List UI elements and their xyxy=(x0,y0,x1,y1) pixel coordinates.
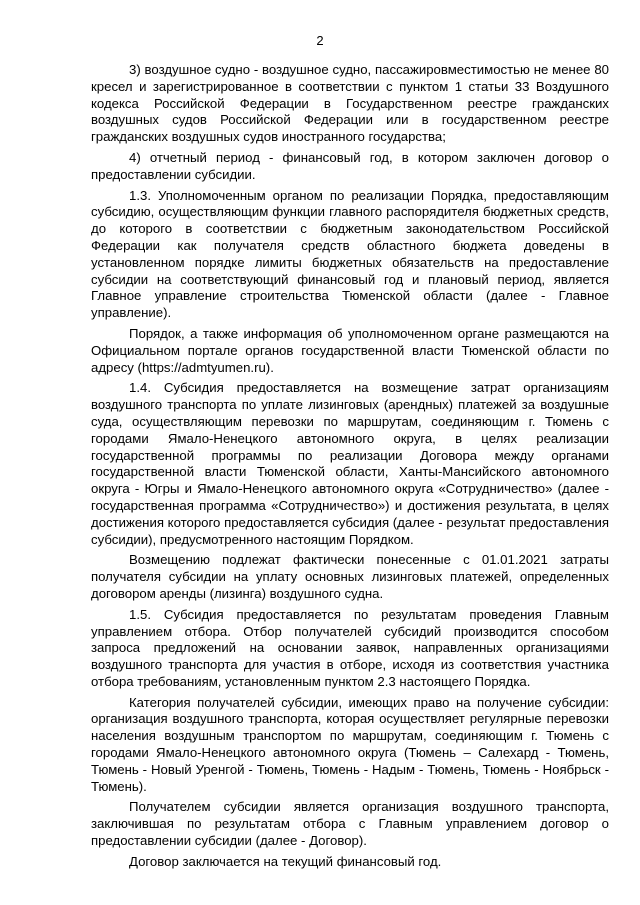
paragraph-reporting-period: 4) отчетный период - финансовый год, в котором заключен договор о предоставлении субсидии. xyxy=(91,149,609,182)
paragraph-recipient-category: Категория получателей субсидии, имеющих право на получение субсидии: организация воздушного транспорта, которая осуществляет регулярные перевозки населения воздушным транспортом по маршрутам, соединяющим г. Тюмень с городами Ямало-Ненецкого автономного округа (Тюмень – Салехард - Тюмень, Тюмень - Новый Уренгой - Тюмень, Тюмень - Надым - Тюмень, Тюмень - Ноябрьск - Тюмень). xyxy=(91,694,609,794)
page-number: 2 xyxy=(316,33,324,48)
paragraph-1-5-selection: 1.5. Субсидия предоставляется по результатам проведения Главным управлением отбора. Отбор получателей субсидий производится способом запроса предложений на основании заявок, направленных организациями воздушного транспорта для участия в отборе, исходя из соответствия участника отбора требованиям, установленным пунктом 2.3 настоящего Порядка. xyxy=(91,606,609,689)
paragraph-aircraft-definition: 3) воздушное судно - воздушное судно, пассажировместимостью не менее 80 кресел и зарегистрированное в соответствии с пунктом 1 статьи 33 Воздушного кодекса Российской Федерации в Государственном реестре гражданских воздушных судов Российской Федерации или в государственном реестре гражданских воздушных судов иностранного государства; xyxy=(91,62,609,145)
paragraph-contract-term: Договор заключается на текущий финансовый год. xyxy=(129,853,442,869)
paragraph-1-4-subsidy-purpose: 1.4. Субсидия предоставляется на возмещение затрат организациям воздушного транспорта по уплате лизинговых (арендных) платежей за воздушные суда, осуществляющим перевозки по маршрутам, соединяющим г. Тюмень с городами Ямало-Ненецкого автономного округа, в целях реализации государственной программы по реализации Договора между органами государственной власти Тюменской области, Ханты-Мансийского автономного округа - Югры и Ямало-Ненецкого автономного округа «Сотрудничество» (далее - государственная программа «Сотрудничество») и достижения результата, в целях достижения которого предоставляется субсидия (далее - результат предоставления субсидии), предусмотренного настоящим Порядком. xyxy=(91,380,609,547)
paragraph-portal-info: Порядок, а также информация об уполномоченном органе размещаются на Официальном портале органов государственной власти Тюменской области по адресу (https://admtyumen.ru). xyxy=(91,325,609,375)
paragraph-recipient: Получателем субсидии является организация воздушного транспорта, заключившая по результатам отбора с Главным управлением договор о предоставлении субсидии (далее - Договор). xyxy=(91,799,609,849)
paragraph-1-3-authorized-body: 1.3. Уполномоченным органом по реализации Порядка, предоставляющим субсидию, осуществляющим функции главного распорядителя бюджетных средств, до которого в соответствии с бюджетным законодательством Российской Федерации как получателя средств областного бюджета доведены в установленном порядке лимиты бюджетных обязательств на предоставление субсидии на соответствующий финансовый год и плановый период, является Главное управление строительства Тюменской области (далее - Главное управление). xyxy=(91,187,609,321)
document-body xyxy=(91,62,609,875)
paragraph-reimbursement: Возмещению подлежат фактически понесенные с 01.01.2021 затраты получателя субсидии на уплату основных лизинговых платежей, определенных договором аренды (лизинга) воздушного судна. xyxy=(91,552,609,601)
